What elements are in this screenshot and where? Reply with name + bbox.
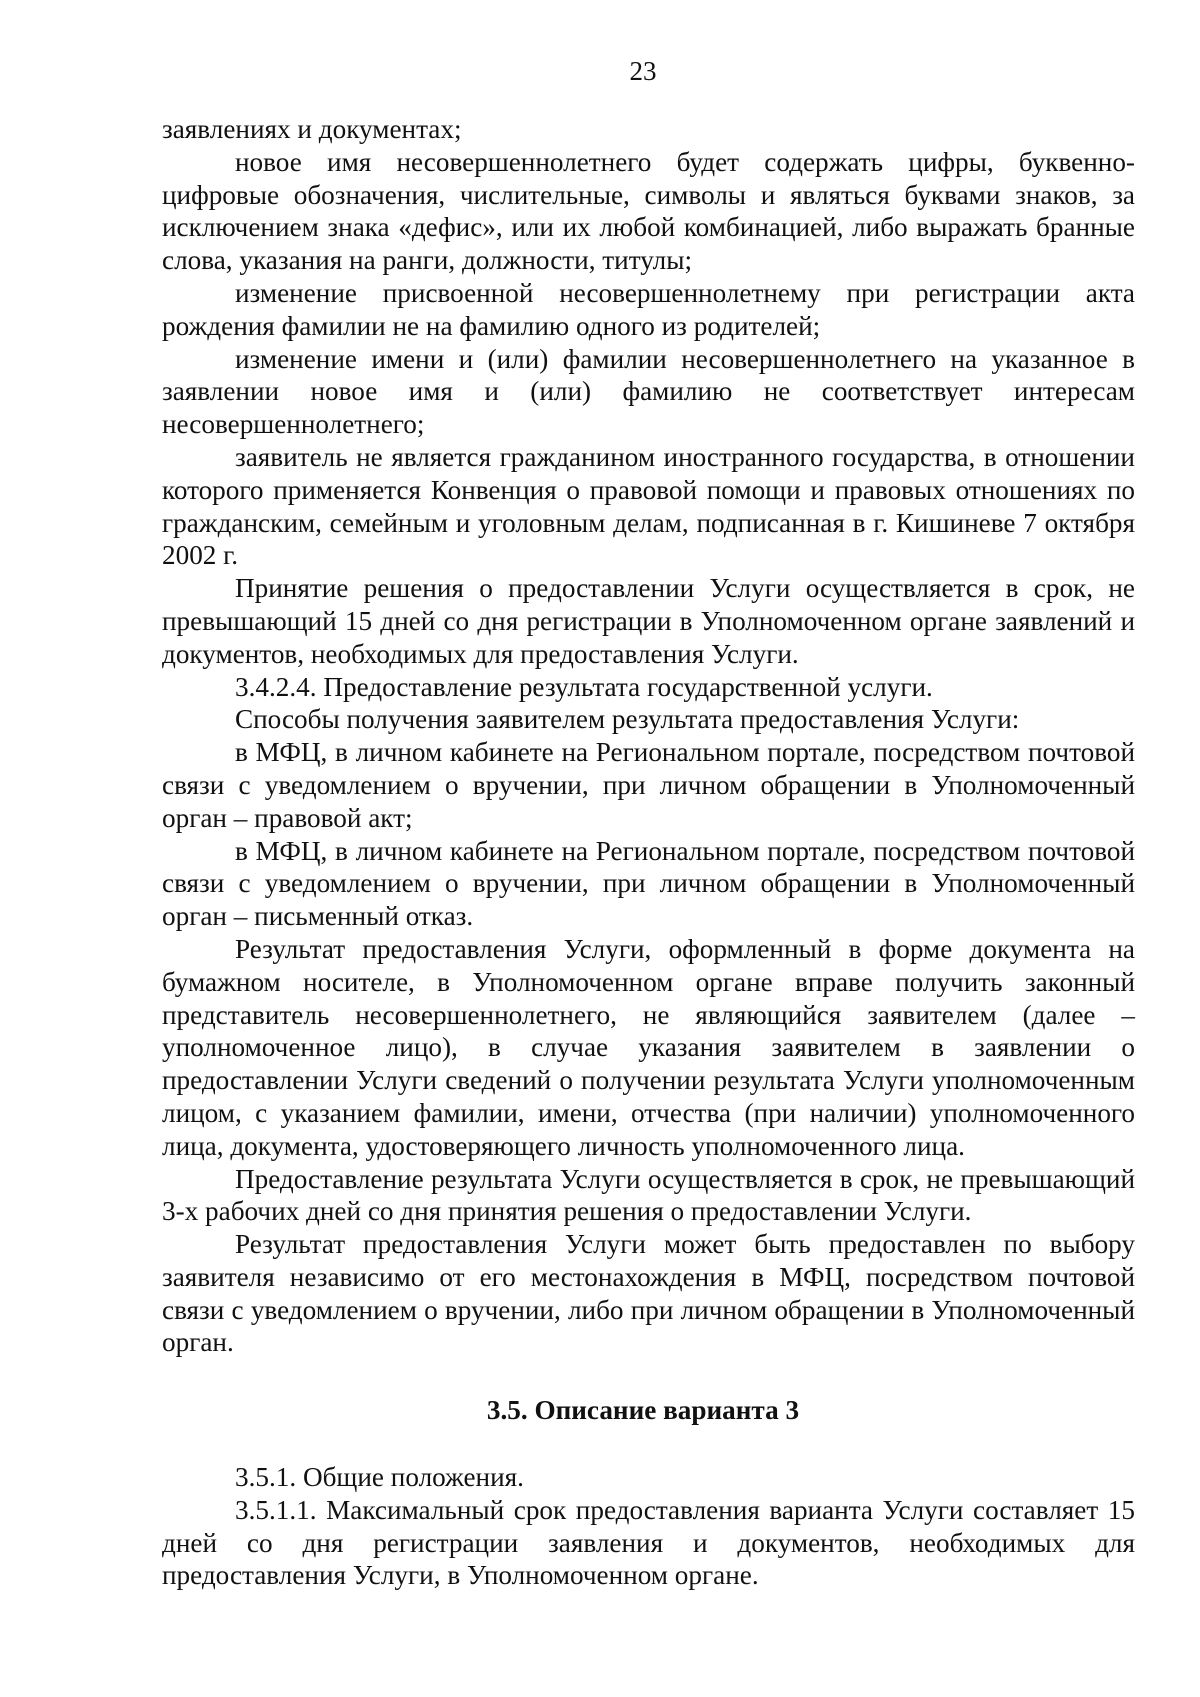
document-body xyxy=(162,113,1135,1359)
paragraph: Способы получения заявителем результата предоставления Услуги: xyxy=(235,704,1020,735)
paragraph: 3.5.1. Общие положения. xyxy=(235,1462,524,1492)
paragraph: 3.4.2.4. Предоставление результата государственной услуги. xyxy=(235,671,933,702)
paragraph: в МФЦ, в личном кабинете на Региональном портале, посредством почтовой связи с уведомлением о вручении, при личном обращении в Уполномоченный орган – письменный отказ. xyxy=(162,835,1135,932)
section-body xyxy=(162,1461,1135,1592)
page-number: 23 xyxy=(629,56,657,86)
paragraph: Предоставление результата Услуги осуществляется в срок, не превышающий 3-х рабочих дней со дня принятия решения о предоставлении Услуги. xyxy=(162,1163,1135,1227)
section-heading: 3.5. Описание варианта 3 xyxy=(486,1395,800,1425)
paragraph: новое имя несовершеннолетнего будет содержать цифры, буквенно-цифровые обозначения, числительные, символы и являться буквами знаков, за исключением знака «дефис», или их любой комбинацией, либо выражать бранные слова, указания на ранги, должности, титулы; xyxy=(162,146,1135,276)
paragraph: Принятие решения о предоставлении Услуги осуществляется в срок, не превышающий 15 дней со дня регистрации в Уполномоченном органе заявлений и документов, необходимых для предоставления Услуги. xyxy=(162,573,1135,669)
paragraph: заявитель не является гражданином иностранного государства, в отношении которого применяется Конвенция о правовой помощи и правовых отношениях по гражданским, семейным и уголовным делам, подписанная в г. Кишиневе 7 октября 2002 г. xyxy=(162,441,1135,571)
paragraph: 3.5.1.1. Максимальный срок предоставления варианта Услуги составляет 15 дней со дня регистрации заявления и документов, необходимых для предоставления Услуги, в Уполномоченном органе. xyxy=(162,1494,1135,1591)
paragraph: Результат предоставления Услуги может быть предоставлен по выбору заявителя независимо от его местонахождения в МФЦ, посредством почтовой связи с уведомлением о вручении, либо при личном обращении в Уполномоченный орган. xyxy=(162,1229,1135,1358)
paragraph: в МФЦ, в личном кабинете на Региональном портале, посредством почтовой связи с уведомлением о вручении, при личном обращении в Уполномоченный орган – правовой акт; xyxy=(162,737,1135,833)
paragraph: изменение имени и (или) фамилии несовершеннолетнего на указанное в заявлении новое имя и (или) фамилию не соответствует интересам несовершеннолетнего; xyxy=(162,343,1135,440)
paragraph: изменение присвоенной несовершеннолетнему при регистрации акта рождения фамилии не на фамилию одного из родителей; xyxy=(162,277,1135,341)
paragraph: заявлениях и документах; xyxy=(162,114,462,144)
paragraph: Результат предоставления Услуги, оформленный в форме документа на бумажном носителе, в Уполномоченном органе вправе получить законный представитель несовершеннолетнего, не являющийся заявителем (далее – уполномоченное лицо), в случае указания заявителем в заявлении о предоставлении Услуги сведений о получении результата Услуги уполномоченным лицом, с указанием фамилии, имени, отчества (при наличии) уполномоченного лица, документа, удостоверяющего личность уполномоченного лица. xyxy=(162,933,1135,1161)
